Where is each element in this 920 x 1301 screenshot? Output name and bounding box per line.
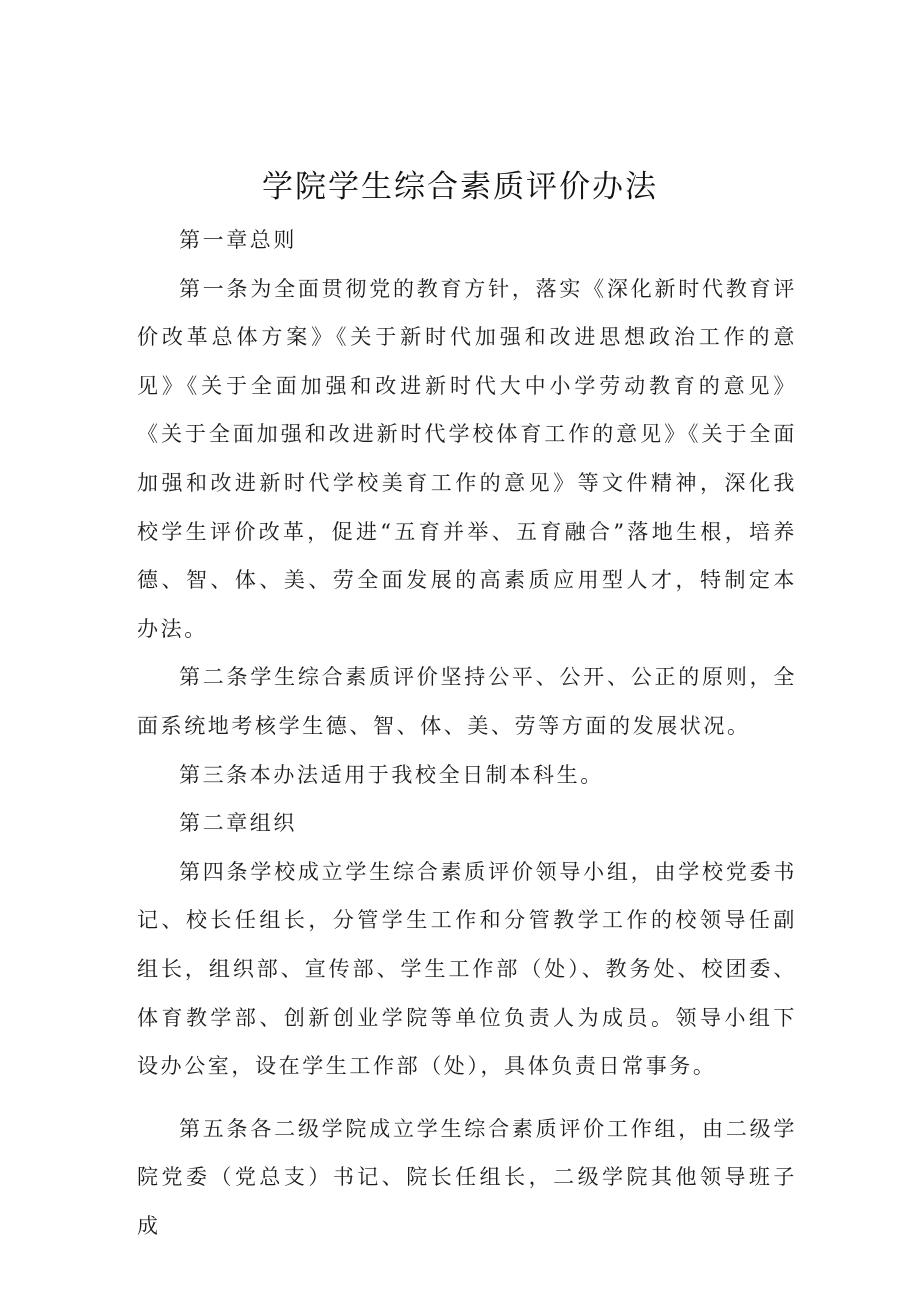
article-3: 第三条本办法适用于我校全日制本科生。: [179, 762, 604, 787]
document-body: [137, 216, 797, 1250]
article-5: 第五条各二级学院成立学生综合素质评价工作组，由二级学院党委（党总支）书记、院长任组长，二级学院其他领导班子成: [137, 1116, 797, 1238]
article-2: 第二条学生综合素质评价坚持公平、公开、公正的原则，全面系统地考核学生德、智、体、美、劳等方面的发展状况。: [137, 665, 797, 738]
document-title: 学院学生综合素质评价办法: [262, 168, 658, 205]
article-4: 第四条学校成立学生综合素质评价领导小组，由学校党委书记、校长任组长，分管学生工作和分管教学工作的校领导任副组长，组织部、宣传部、学生工作部（处）、教务处、校团委、体育教学部、创新创业学院等单位负责人为成员。领导小组下设办公室，设在学生工作部（处），具体负责日常事务。: [137, 859, 797, 1079]
article-1: 第一条为全面贯彻党的教育方针，落实《深化新时代教育评价改革总体方案》《关于新时代加强和改进思想政治工作的意见》《关于全面加强和改进新时代大中小学劳动教育的意见》《关于全面加强和改进新时代学校体育工作的意见》《关于全面加强和改进新时代学校美育工作的意见》等文件精神，深化我校学生评价改革，促进“五育并举、五育融合”落地生根，培养德、智、体、美、劳全面发展的高素质应用型人才，特制定本办法。: [137, 276, 797, 641]
chapter-heading-1: 第一章总则: [179, 228, 297, 252]
chapter-heading-2: 第二章组织: [179, 811, 297, 836]
